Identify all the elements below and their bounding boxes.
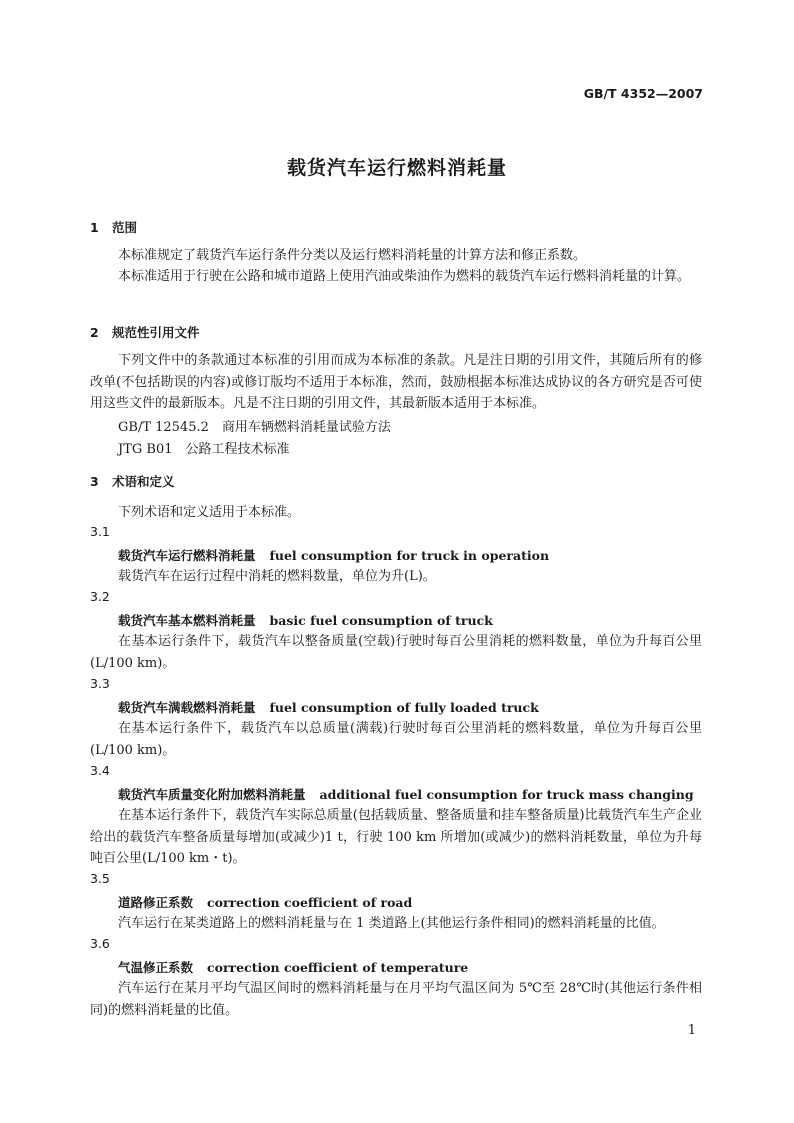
reference-code: GB/T 12545.2 [118, 420, 209, 435]
term-definition: 载货汽车在运行过程中消耗的燃料数量，单位为升(L)。 [118, 569, 436, 584]
term-zh: 载货汽车运行燃料消耗量 [118, 548, 256, 563]
page-number: 1 [687, 1023, 696, 1038]
term-heading [118, 698, 539, 716]
reference-name: 公路工程技术标准 [185, 442, 290, 457]
term-en: correction coefficient of temperature [207, 960, 469, 975]
term-heading [118, 611, 493, 629]
term-zh: 气温修正系数 [118, 960, 194, 975]
term-zh: 载货汽车满载燃料消耗量 [118, 700, 256, 715]
term-number: 3.5 [90, 871, 110, 886]
page-title: 载货汽车运行燃料消耗量 [286, 157, 507, 179]
term-en: fuel consumption of fully loaded truck [269, 700, 539, 715]
section-3-heading [90, 472, 175, 490]
section-2-heading [90, 323, 200, 341]
paragraph: 本标准适用于行驶在公路和城市道路上使用汽油或柴油作为燃料的载货汽车运行燃料消耗量的计算。 [118, 269, 691, 284]
term-heading [118, 785, 694, 803]
section-1-heading [90, 218, 137, 236]
term-en: correction coefficient of road [207, 895, 413, 910]
term-zh: 载货汽车基本燃料消耗量 [118, 613, 256, 628]
section-number: 3 [90, 474, 99, 489]
term-zh: 载货汽车质量变化附加燃料消耗量 [118, 787, 306, 802]
term-en: basic fuel consumption of truck [269, 613, 493, 628]
term-en: additional fuel consumption for truck mass changing [319, 787, 694, 802]
section-title: 术语和定义 [112, 474, 175, 489]
term-heading [118, 893, 412, 911]
reference-item [118, 438, 290, 457]
reference-name: 商用车辆燃料消耗量试验方法 [221, 420, 391, 435]
term-definition: 汽车运行在某月平均气温区间时的燃料消耗量与在月平均气温区间为 5℃至 28℃时(其他运行条件相同)的燃料消耗量的比值。 [90, 981, 702, 1018]
reference-code: JTG B01 [118, 442, 173, 457]
term-definition: 在基本运行条件下，载货汽车以总质量(满载)行驶时每百公里消耗的燃料数量，单位为升每百公里(L/100 km)。 [90, 721, 702, 758]
term-definition: 在基本运行条件下，载货汽车实际总质量(包括载质量、整备质量和挂车整备质量)比载货汽车生产企业给出的载货汽车整备质量每增加(或减少)1 t，行驶 100 km 所增加(或减少)的燃料消耗数量，单位为升每吨百公里(L/100 km・t)。 [90, 808, 702, 867]
term-heading [118, 546, 549, 564]
term-number: 3.1 [90, 524, 110, 539]
paragraph: 下列术语和定义适用于本标准。 [118, 505, 301, 520]
term-number: 3.2 [90, 589, 110, 604]
term-heading [118, 958, 468, 976]
term-en: fuel consumption for truck in operation [269, 548, 550, 563]
section-title: 规范性引用文件 [112, 325, 200, 340]
reference-item [118, 416, 391, 435]
paragraph: 下列文件中的条款通过本标准的引用而成为本标准的条款。凡是注日期的引用文件，其随后所有的修改单(不包括勘误的内容)或修订版均不适用于本标准，然而，鼓励根据本标准达成协议的各方研究是否可使用这些文件的最新版本。凡是不注日期的引用文件，其最新版本适用于本标准。 [90, 353, 702, 412]
section-number: 2 [90, 325, 99, 340]
paragraph: 本标准规定了载货汽车运行条件分类以及运行燃料消耗量的计算方法和修正系数。 [118, 248, 587, 263]
section-title: 范围 [112, 220, 138, 235]
term-definition: 在基本运行条件下，载货汽车以整备质量(空载)行驶时每百公里消耗的燃料数量，单位为升每百公里(L/100 km)。 [90, 634, 702, 671]
section-number: 1 [90, 220, 99, 235]
term-definition: 汽车运行在某类道路上的燃料消耗量与在 1 类道路上(其他运行条件相同)的燃料消耗量的比值。 [118, 916, 665, 931]
term-zh: 道路修正系数 [118, 895, 194, 910]
standard-number: GB/T 4352—2007 [583, 86, 703, 101]
term-number: 3.4 [90, 763, 110, 778]
term-number: 3.6 [90, 936, 110, 951]
term-number: 3.3 [90, 676, 110, 691]
